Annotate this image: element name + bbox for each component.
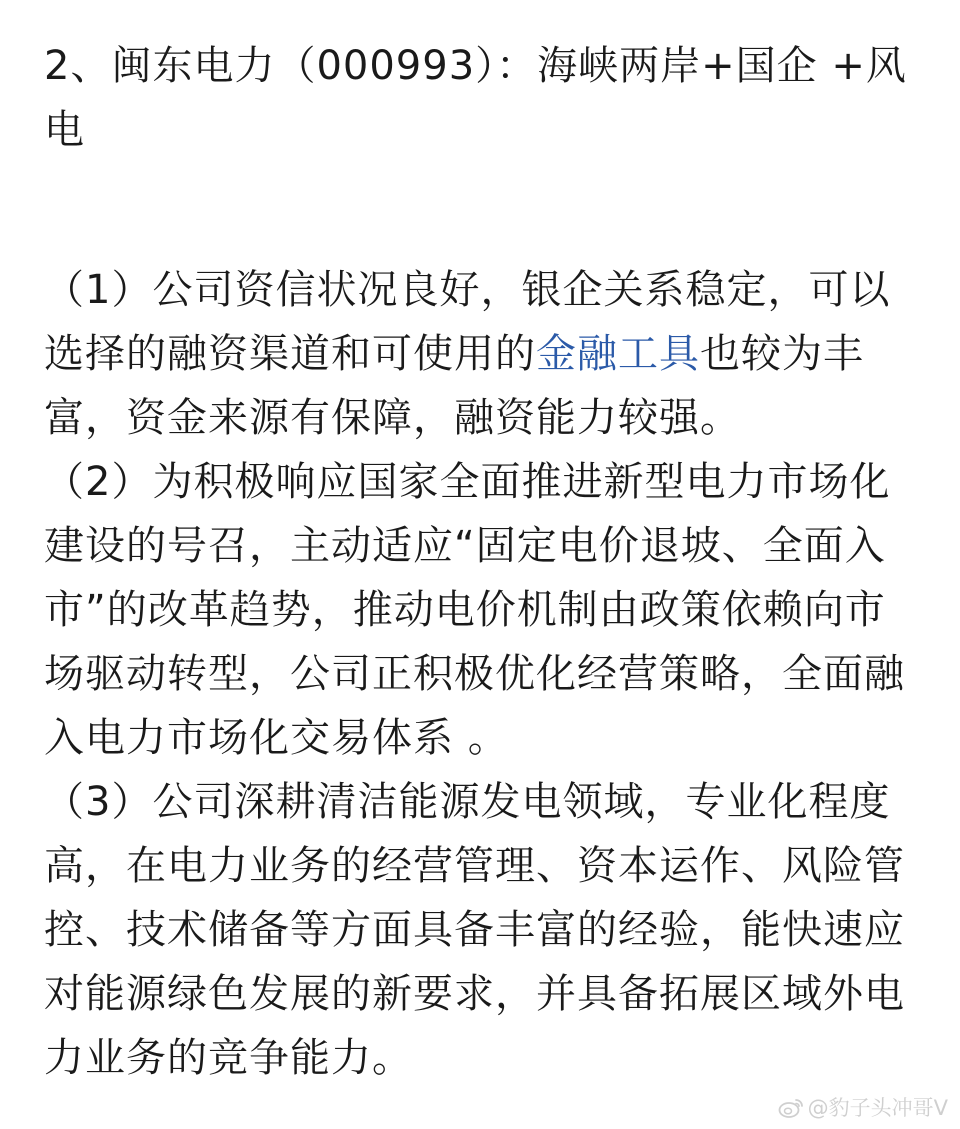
article-heading: 2、闽东电力（000993）：海峡两岸+国企 +风电 (44, 43, 907, 153)
financial-tools-link[interactable]: 金融工具 (536, 331, 700, 377)
watermark (778, 1095, 948, 1121)
spacer (44, 162, 916, 258)
article (44, 34, 916, 1090)
paragraph-1-text-after: 也较为丰富，资金来源有保障，融资能力较强。 (44, 331, 864, 441)
paragraph-2: （2）为积极响应国家全面推进新型电力市场化建设的号召，主动适应“固定电价退坡、全面入市”的改革趋势，推动电价机制由政策依赖向市场驱动转型，公司正积极优化经营策略，全面融入电力市场化交易体系 。 (44, 459, 905, 761)
paragraph-1 (44, 258, 916, 450)
paragraph-3: （3）公司深耕清洁能源发电领域，专业化程度高，在电力业务的经营管理、资本运作、风险管控、技术储备等方面具备丰富的经验，能快速应对能源绿色发展的新要求，并具备拓展区域外电力业务的竞争能力。 (44, 779, 905, 1081)
weibo-icon (778, 1097, 804, 1119)
watermark-text: @豹子头冲哥V (807, 1096, 948, 1120)
paragraph-1-text-before: （1）公司资信状况良好，银企关系稳定，可以选择的融资渠道和可使用的 (44, 267, 891, 377)
